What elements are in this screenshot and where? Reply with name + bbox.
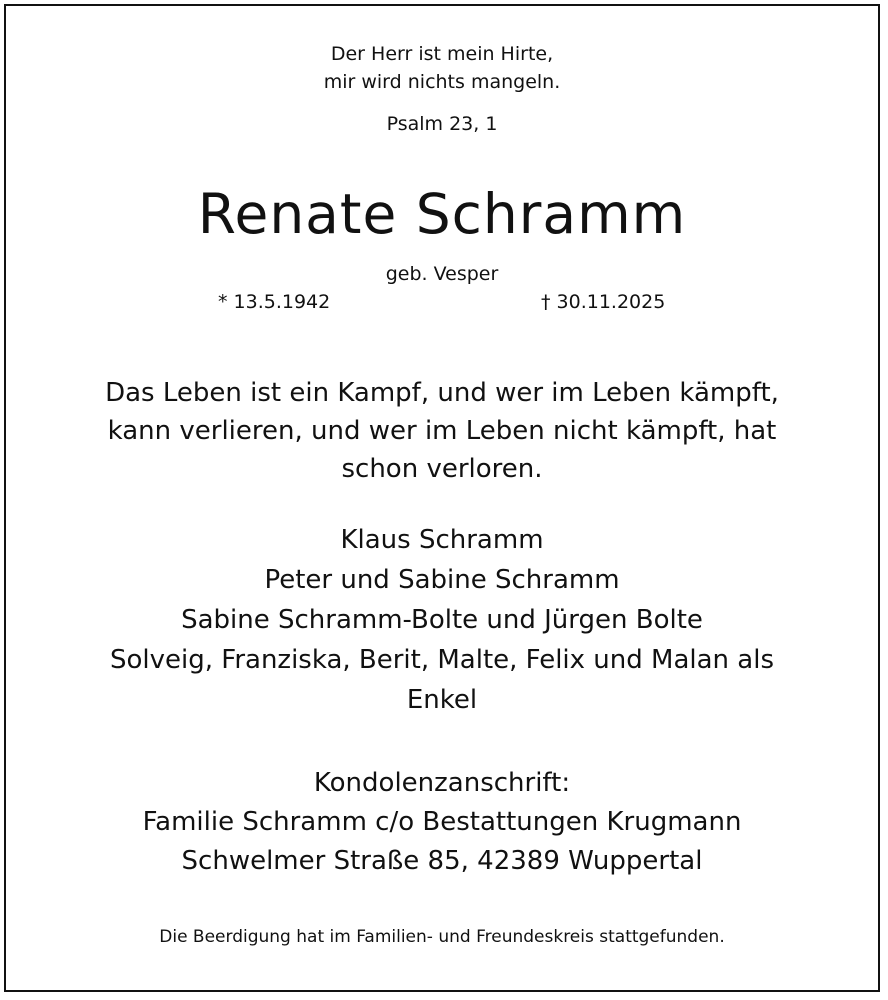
deceased-name: Renate Schramm xyxy=(197,182,687,246)
quote-line: schon verloren. xyxy=(341,454,543,484)
verse-reference: Psalm 23, 1 xyxy=(386,113,498,135)
address-line: Schwelmer Straße 85, 42389 Wuppertal xyxy=(181,846,703,876)
mourner-line: Klaus Schramm xyxy=(340,525,544,555)
mourner-line: Sabine Schramm-Bolte und Jürgen Bolte xyxy=(181,605,703,635)
death-date: † 30.11.2025 xyxy=(541,291,666,313)
quote-line: kann verlieren, und wer im Leben nicht kämpft, hat xyxy=(107,416,777,446)
mourners-list xyxy=(6,520,878,720)
mourner-line: Solveig, Franziska, Berit, Malte, Felix und Malan als xyxy=(109,645,774,675)
verse-line: mir wird nichts mangeln. xyxy=(323,71,561,93)
verse-line: Der Herr ist mein Hirte, xyxy=(330,43,554,65)
condolence-heading: Kondolenzanschrift: xyxy=(313,768,571,798)
bible-verse xyxy=(6,40,878,96)
condolence-address xyxy=(6,764,878,881)
quote-line: Das Leben ist ein Kampf, und wer im Leben kämpft, xyxy=(105,378,779,408)
funeral-note: Die Beerdigung hat im Familien- und Freundeskreis stattgefunden. xyxy=(159,927,725,947)
mourner-line: Peter und Sabine Schramm xyxy=(264,565,620,595)
birth-date: * 13.5.1942 xyxy=(218,291,331,313)
mourner-line: Enkel xyxy=(406,685,478,715)
maiden-name: geb. Vesper xyxy=(385,263,499,285)
memorial-quote xyxy=(6,374,878,488)
address-line: Familie Schramm c/o Bestattungen Krugmann xyxy=(142,807,742,837)
obituary-frame xyxy=(4,4,880,992)
